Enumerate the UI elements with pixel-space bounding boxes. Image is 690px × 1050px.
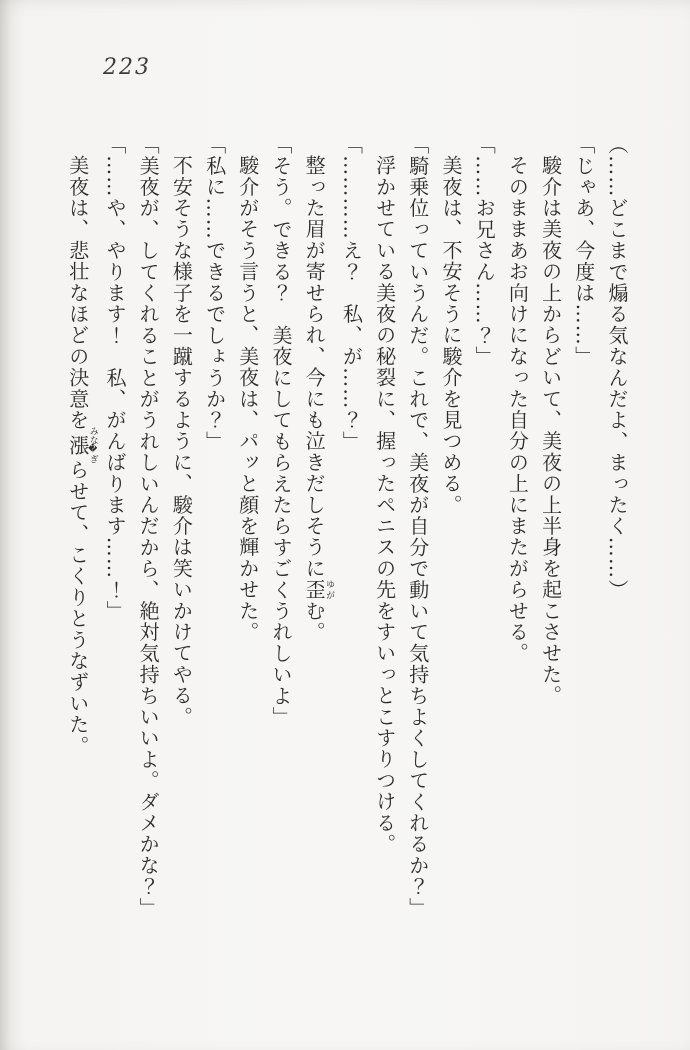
furigana: ゆが — [324, 579, 335, 601]
text-run: 「美夜が、してくれることがうれしいんだから、絶対気持ちいいよ。ダメかな？」 — [136, 134, 161, 919]
ruby-annotated-kanji — [302, 579, 335, 601]
text-run: 美夜は、悲壮なほどの決意を — [65, 155, 90, 431]
text-run: 美夜は、不安そうに駿介を見つめる。 — [438, 155, 463, 516]
paragraph — [164, 134, 197, 1026]
novel-text-block — [61, 134, 633, 1026]
text-run: 整った眉が寄せられ、今にも泣きだしそうに — [302, 155, 327, 579]
paragraph — [197, 134, 230, 1026]
text-run: 浮かせている美夜の秘裂に、握ったペニスの先をすいっとこすりつける。 — [372, 155, 397, 855]
text-run: 「……や、やります！ 私、がんばります……！」 — [102, 134, 127, 622]
text-run: （……どこまで煽る気なんだよ、まったく……） — [605, 134, 629, 601]
paragraph — [467, 134, 500, 1026]
text-run: 不安そうな様子を一蹴するように、駿介は笑いかけてやる。 — [169, 155, 194, 728]
ruby-base: 歪 — [302, 579, 327, 601]
text-run: 「騎乗位っていうんだ。これで、美夜が自分で動いて気持ちよくしてくれるか？」 — [405, 134, 430, 919]
paragraph — [434, 134, 467, 1026]
text-run: 「じゃあ、今度は……」 — [571, 134, 596, 368]
paragraph — [600, 134, 633, 1026]
text-run: 「……お兄さん……？」 — [472, 134, 497, 368]
paragraph — [98, 134, 131, 1026]
furigana: みな�ぎ — [87, 426, 98, 464]
paragraph — [297, 134, 334, 1026]
paragraph — [500, 134, 533, 1026]
paragraph — [131, 134, 164, 1026]
paragraph — [61, 134, 98, 1026]
text-run: 「そう。できる？ 美夜にしてもらえたらすごくうれしいよ」 — [268, 134, 293, 728]
paragraph — [231, 134, 264, 1026]
paragraph — [334, 134, 367, 1026]
text-run: 「…………え？ 私、が……？」 — [339, 134, 364, 452]
text-run: らせて、こくりとうなずいた。 — [65, 459, 90, 757]
text-run: 「私に……できるでしょうか？」 — [202, 134, 227, 452]
page-number: 223 — [103, 55, 151, 80]
paragraph — [367, 134, 400, 1026]
text-run: 駿介がそう言うと、美夜は、パッと顔を輝かせた。 — [235, 155, 260, 643]
paragraph — [533, 134, 566, 1026]
paragraph — [567, 134, 600, 1026]
ruby-base: 漲 — [65, 426, 90, 464]
ruby-annotated-kanji — [65, 426, 98, 464]
text-run: そのままあお向けになった自分の上にまたがらせる。 — [505, 155, 530, 664]
text-run: む。 — [302, 600, 327, 643]
paragraph — [264, 134, 297, 1026]
paragraph — [401, 134, 434, 1026]
text-run: 駿介は美夜の上からどいて、美夜の上半身を起こさせた。 — [538, 155, 563, 707]
